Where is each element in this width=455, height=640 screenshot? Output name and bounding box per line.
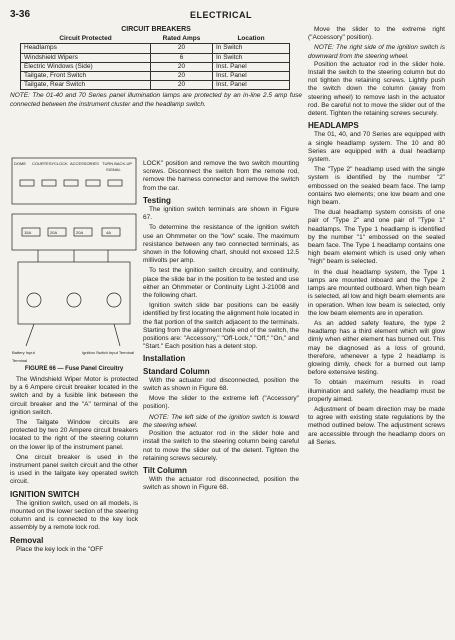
heading-removal: Removal [10, 535, 44, 545]
heading-ignition-switch: IGNITION SWITCH [10, 489, 80, 499]
table-header-row [21, 35, 290, 44]
paragraph: To test the ignition switch circuitry, and continuity, place the slide bar in the position to be tested and use either an Ohmmeter or Continuity Light J-21008 and the following chart. [143, 267, 299, 300]
cell-location: Inst. Panel [213, 62, 290, 71]
column-1-text [10, 376, 138, 556]
paragraph: To determine the resistance of the ignition switch use an Ohmmeter on the "low" scale. The maximum resistance between any two connected terminals, as shown in the following chart, should not exceed 12.5 millivolts per amp. [143, 224, 299, 265]
table-row [21, 53, 290, 62]
fig-label-ignition: Ignition Switch Input Terminal [82, 350, 134, 355]
heading-standard-column: Standard Column [143, 366, 210, 376]
column-2-text [143, 160, 299, 495]
heading-tilt-column: Tilt Column [143, 465, 187, 475]
paragraph: The dual headlamp system consists of one pair of "Type 2" and one pair of "Type 1" headlamps. The Type 1 headlamp is identified by the number "1" embossed on the sealed beam face. The Type 1 headlamp contains one high beam element which is used only when "high" beam is selected. [308, 209, 445, 266]
paragraph: The ignition switch, used on all models, is mounted on the lower section of the steering column and is connected to the key lock assembly by a remote lock rod. [10, 499, 138, 532]
paragraph: Move the slider to the extreme left ("Accessory" position). [143, 395, 299, 411]
paragraph: With the actuator rod disconnected, position the switch as shown in Figure 68. [143, 476, 299, 492]
section-title: ELECTRICAL [190, 10, 252, 20]
paragraph: The Tailgate Window circuits are protected by two 20 Ampere circuit breakers located to the right of the steering column on the lower lip of the instrument panel. [10, 419, 138, 451]
cell-circuit: Windshield Wipers [21, 53, 151, 62]
paragraph: The Windshield Wiper Motor is protected by a 6 Ampere circuit breaker located in the switch and by a fusible link between the circuit breaker and the "A" terminal of the ignition switch. [10, 376, 138, 416]
note: NOTE: The right side of the ignition switch is downward from the steering wheel. [308, 44, 445, 60]
cell-amps: 20 [151, 72, 213, 81]
paragraph: Place the key lock in the "OFF [16, 545, 104, 553]
fuse-panel-diagram [8, 150, 140, 370]
cell-circuit: Tailgate, Rear Switch [21, 81, 151, 90]
cell-amps: 20 [151, 44, 213, 53]
paragraph: The ignition switch terminals are shown in Figure 67. [143, 206, 299, 222]
note: NOTE: The left side of the ignition switch is toward the steering wheel. [143, 413, 299, 429]
paragraph: Ignition switch slide bar positions can be easily identified by first locating the alignment hole located in the flat portion of the switch adjacent to the terminals. Starting from the alignment hole end of the switch, the positions are: "Accessory," "Off-Lock," "Off," "On," and "Start." Each position has a detent stop. [143, 302, 299, 351]
fig-label-amp-4: 4A [106, 230, 111, 235]
cell-circuit: Electric Windows (Side) [21, 62, 151, 71]
circuit-breaker-table [20, 35, 290, 90]
header-location: Location [237, 35, 265, 43]
cell-circuit: Headlamps [21, 44, 151, 53]
heading-installation: Installation [143, 354, 186, 364]
fig-label-signal: SIGNAL [106, 167, 121, 172]
paragraph: The "Type 2" headlamp used with the single system is identified by the number "2" embossed on the sealed beam face. The lamp contains two elements; one low beam and one high beam. [308, 166, 445, 207]
paragraph: LOCK" position and remove the two switch mounting screws. Disconnect the switch from the remote rod, remove the harness connector and remove the switch from the car. [143, 160, 299, 192]
fig-label-battery: Battery Input [12, 350, 35, 355]
fig-label-accessories: ACCESSORIES [70, 161, 99, 166]
paragraph: Move the slider to the extreme right ("Accessory" position). [308, 26, 445, 42]
cell-circuit: Tailgate, Front Switch [21, 72, 151, 81]
cell-location: In Switch [213, 44, 290, 53]
fig-label-dome: DOME [14, 161, 26, 166]
fig-label-amp-3: 20A [76, 230, 84, 235]
heading-headlamps: HEADLAMPS [308, 121, 359, 131]
table-note: NOTE: The 01-40 and 70 Series panel illumination lamps are protected by an in-line 2.5 amp fuse connected between the instrument cluster and the headlamp switch. [10, 92, 302, 108]
paragraph: As an added safety feature, the type 2 headlamp has a third element which will glow dimly when either element has burned out. This may be diagnosed as a loss of ground, therefore, whenever a type 2 headlamp is glowing dimly, check for a burned out lamp before extensive testing. [308, 319, 445, 377]
cell-amps: 6 [151, 53, 213, 62]
heading-testing: Testing [143, 195, 171, 205]
header-amps: Rated Amps [162, 35, 201, 43]
paragraph: Position the actuator rod in the slider hole and install the switch to the steering column being careful not to move the slider out of the detent. Tighten the retaining screws securely. [143, 430, 299, 462]
figure-caption: FIGURE 66 — Fuse Panel Circuitry [24, 366, 124, 372]
paragraph: One circuit breaker is used in the instrument panel switch circuit and the other is used in the tailgate key operated switch circuit. [10, 453, 138, 486]
paragraph: In the dual headlamp system, the Type 1 lamps are mounted inboard and the Type 2 lamps are mounted outboard. When high beam is selected, all low and high beam elements are in operation. When low beam is selected, only the low beam elements are in operation. [308, 268, 445, 317]
cell-location: Inst. Panel [213, 72, 290, 81]
circuit-breaker-block [10, 26, 302, 109]
table-row [21, 62, 290, 71]
page-number: 3-36 [10, 9, 31, 20]
header-circuit: Circuit Protected [59, 35, 112, 43]
cell-amps: 20 [151, 62, 213, 71]
table-row [21, 72, 290, 81]
cell-location: In Switch [213, 53, 290, 62]
paragraph: The 01, 40, and 70 Series are equipped with a single headlamp system. The 10 and 80 Series are equipped with a dual headlamp system. [308, 131, 445, 164]
table-row [21, 81, 290, 90]
paragraph: With the actuator rod disconnected, position the switch as shown in Figure 68. [143, 376, 299, 393]
fig-label-turn: TURN BACK-UP [102, 161, 133, 166]
paragraph: Adjustment of beam direction may be made to agree with existing state regulations by the method outlined below. The adjustment screws are accessible through the headlamp doors on all Series. [308, 405, 445, 446]
paragraph: To obtain maximum results in road illumination and safety, the headlamp must be properly aimed. [308, 379, 445, 403]
fig-label-amp-1: 15A [24, 230, 32, 235]
fig-label-amp-2: 20A [50, 230, 58, 235]
fig-label-courtesy: COURTESY [32, 161, 55, 166]
table-title: CIRCUIT BREAKERS [121, 26, 191, 33]
cell-amps: 20 [151, 81, 213, 90]
table-row [21, 44, 290, 53]
cell-location: Inst. Panel [213, 81, 290, 90]
paragraph: Position the actuator rod in the slider hole. Install the switch to the steering column but do not tighten the retaining screws. Lightly push the switch down the column (away from steering wheel) to remove lash in the actuator rod. Be careful not to move the slider out of the detent. Tighten the retaining screws securely. [308, 60, 445, 118]
fig-label-clock: CLOCK [54, 161, 68, 166]
fig-label-terminal: Terminal [12, 358, 28, 363]
column-3-text [308, 26, 445, 449]
